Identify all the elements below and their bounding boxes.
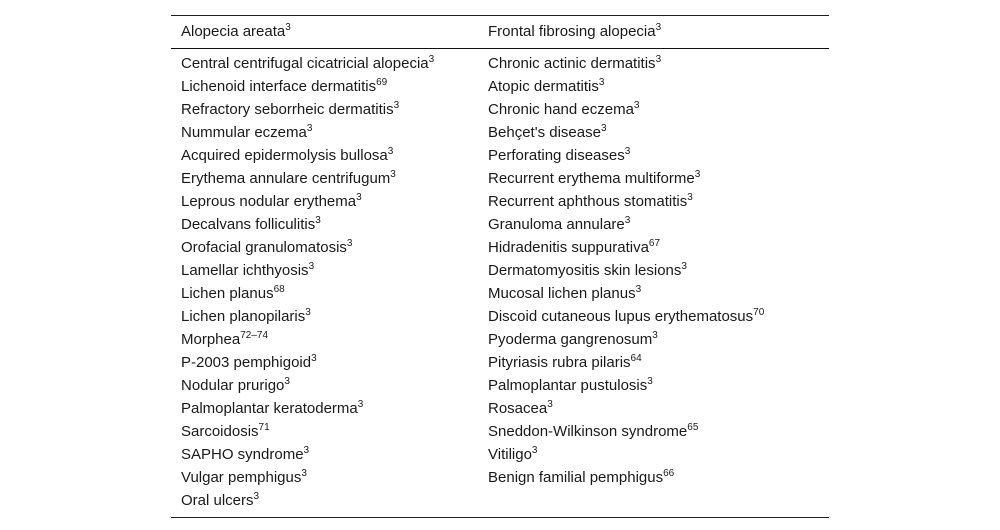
cell-reference: 3 <box>311 353 317 364</box>
table-row <box>171 443 829 466</box>
table-row <box>171 397 829 420</box>
cell-text: Atopic dermatitis <box>488 78 599 95</box>
cell-text: Leprous nodular erythema <box>181 193 357 210</box>
table-cell-left <box>171 489 488 512</box>
cell-reference: 3 <box>303 445 310 456</box>
cell-text: Refractory seborrheic dermatitis <box>181 101 394 118</box>
cell-text: Pyoderma gangrenosum <box>488 331 653 348</box>
table-cell-left <box>171 121 488 144</box>
table-row <box>171 328 829 351</box>
header-cell-right: Frontal fibrosing alopecia$^3$ <box>488 22 662 40</box>
cell-text: Vulgar pemphigus <box>181 469 302 486</box>
table-cell-left <box>171 351 488 374</box>
cell-reference: 3 <box>547 399 553 410</box>
cell-reference: 69 <box>376 77 388 88</box>
cell-reference: 72–74 <box>240 330 269 341</box>
cell-reference: 3 <box>694 169 701 180</box>
cell-reference: 71 <box>258 422 270 433</box>
cell-text: Benign familial pemphigus <box>488 469 664 486</box>
table-row <box>171 52 829 75</box>
cell-reference: 3 <box>635 284 642 295</box>
cell-text: Sarcoidosis <box>181 423 259 440</box>
cell-text: Palmoplantar keratoderma <box>181 400 358 417</box>
table-cell-right <box>488 167 829 190</box>
cell-text: Rosacea <box>488 400 548 417</box>
table-row <box>171 190 829 213</box>
cell-reference: 3 <box>301 468 307 479</box>
cell-text: Mucosal lichen planus <box>488 285 636 302</box>
cell-reference: 67 <box>648 238 661 249</box>
table-row <box>171 305 829 328</box>
cell-text: P-2003 pemphigoid <box>181 354 312 371</box>
cell-text: Recurrent erythema multiforme <box>488 170 695 187</box>
cell-reference: 3 <box>624 215 631 226</box>
table-cell-right <box>488 144 829 167</box>
cell-reference: 3 <box>305 307 311 318</box>
cell-text: Perforating diseases <box>488 147 625 164</box>
cell-reference: 66 <box>663 468 675 479</box>
table-row <box>171 167 829 190</box>
cell-text: Sneddon-Wilkinson syndrome <box>488 423 688 440</box>
table-row <box>171 236 829 259</box>
cell-text: Lichen planopilaris <box>181 308 306 325</box>
cell-reference: 3 <box>253 491 260 502</box>
cell-reference: 3 <box>393 100 400 111</box>
table-cell-left <box>171 144 488 167</box>
indications-table <box>171 15 829 518</box>
table-row <box>171 489 829 512</box>
cell-text: Lamellar ichthyosis <box>181 262 309 279</box>
table-row <box>171 213 829 236</box>
cell-text: Erythema annulare centrifugum <box>181 170 391 187</box>
table-cell-right <box>488 282 829 305</box>
table-cell-right <box>488 443 829 466</box>
table-cell-left <box>171 75 488 98</box>
cell-reference: 3 <box>428 54 435 65</box>
cell-text: SAPHO syndrome <box>181 446 304 463</box>
table-cell-left <box>171 328 488 351</box>
cell-reference: 3 <box>356 192 362 203</box>
cell-reference: 3 <box>652 330 658 341</box>
cell-text: Nodular prurigo <box>181 377 285 394</box>
table-cell-left <box>171 397 488 420</box>
cell-text: Dermatomyositis skin lesions <box>488 262 682 279</box>
cell-reference: 3 <box>598 77 605 88</box>
table-cell-right <box>488 259 829 282</box>
cell-reference: 3 <box>655 54 662 65</box>
table-cell-left <box>171 236 488 259</box>
cell-reference: 3 <box>284 376 290 387</box>
cell-reference: 3 <box>600 123 607 134</box>
table-cell-left <box>171 52 488 75</box>
table-row <box>171 282 829 305</box>
table-cell-right <box>488 213 829 236</box>
cell-text: Morphea <box>181 331 241 348</box>
table-cell-right <box>488 190 829 213</box>
cell-text: Palmoplantar pustulosis <box>488 377 648 394</box>
cell-reference: 3 <box>387 146 394 157</box>
table-cell-left <box>171 374 488 397</box>
table-cell-right <box>488 351 829 374</box>
cell-text: Lichenoid interface dermatitis <box>181 78 377 95</box>
cell-text: Chronic hand eczema <box>488 101 634 118</box>
cell-text: Orofacial granulomatosis <box>181 239 347 256</box>
cell-text: Discoid cutaneous lupus erythematosus <box>488 308 754 325</box>
cell-text: Vitiligo <box>488 446 532 463</box>
cell-reference: 3 <box>308 261 315 272</box>
cell-text: Acquired epidermolysis bullosa <box>181 147 388 164</box>
table-row <box>171 351 829 374</box>
cell-reference: 3 <box>357 399 364 410</box>
cell-reference: 3 <box>647 376 653 387</box>
table-cell-right <box>488 328 829 351</box>
cell-reference: 64 <box>630 353 642 364</box>
table-row <box>171 259 829 282</box>
cell-reference: 3 <box>315 215 321 226</box>
cell-reference: 3 <box>687 192 693 203</box>
cell-text: Chronic actinic dermatitis <box>488 55 656 72</box>
cell-text: Decalvans folliculitis <box>181 216 316 233</box>
table-body <box>171 49 829 517</box>
cell-text: Behçet's disease <box>488 124 601 141</box>
table-cell-left <box>171 282 488 305</box>
cell-reference: 3 <box>306 123 313 134</box>
cell-reference: 70 <box>753 307 765 318</box>
table-cell-right <box>488 397 829 420</box>
table-cell-right <box>488 98 829 121</box>
cell-reference: 3 <box>624 146 631 157</box>
cell-text: Recurrent aphthous stomatitis <box>488 193 688 210</box>
table-cell-right <box>488 75 829 98</box>
header-cell-left: Alopecia areata$^3$ <box>181 22 291 40</box>
table-cell-left <box>171 167 488 190</box>
table-cell-left <box>171 190 488 213</box>
cell-reference: 3 <box>390 169 396 180</box>
cell-text: Lichen planus <box>181 285 274 302</box>
cell-reference: 68 <box>273 284 285 295</box>
cell-reference: 3 <box>531 445 538 456</box>
cell-text: Nummular eczema <box>181 124 307 141</box>
table-cell-right <box>488 420 829 443</box>
table-header-row <box>171 16 829 48</box>
table-cell-right <box>488 374 829 397</box>
table-cell-left <box>171 443 488 466</box>
cell-reference: 3 <box>346 238 353 249</box>
table-row <box>171 466 829 489</box>
table-bottom-rule <box>171 517 829 518</box>
cell-text: Granuloma annulare <box>488 216 625 233</box>
table-row <box>171 121 829 144</box>
table-cell-right <box>488 305 829 328</box>
cell-text: Oral ulcers <box>181 492 254 509</box>
cell-reference: 3 <box>633 100 640 111</box>
table-cell-left <box>171 466 488 489</box>
table-cell-left <box>171 420 488 443</box>
table-cell-right <box>488 121 829 144</box>
table-cell-right <box>488 466 829 489</box>
table-row <box>171 420 829 443</box>
table-row <box>171 374 829 397</box>
table-cell-left <box>171 259 488 282</box>
cell-text: Central centrifugal cicatricial alopecia <box>181 55 429 72</box>
cell-reference: 65 <box>687 422 699 433</box>
table-cell-right <box>488 236 829 259</box>
table-row <box>171 75 829 98</box>
table-row <box>171 144 829 167</box>
cell-reference: 3 <box>681 261 687 272</box>
table-row <box>171 98 829 121</box>
cell-text: Hidradenitis suppurativa <box>488 239 649 256</box>
table-cell-left <box>171 213 488 236</box>
cell-text: Pityriasis rubra pilaris <box>488 354 631 371</box>
table-cell-right <box>488 52 829 75</box>
table-cell-left <box>171 305 488 328</box>
table-cell-left <box>171 98 488 121</box>
